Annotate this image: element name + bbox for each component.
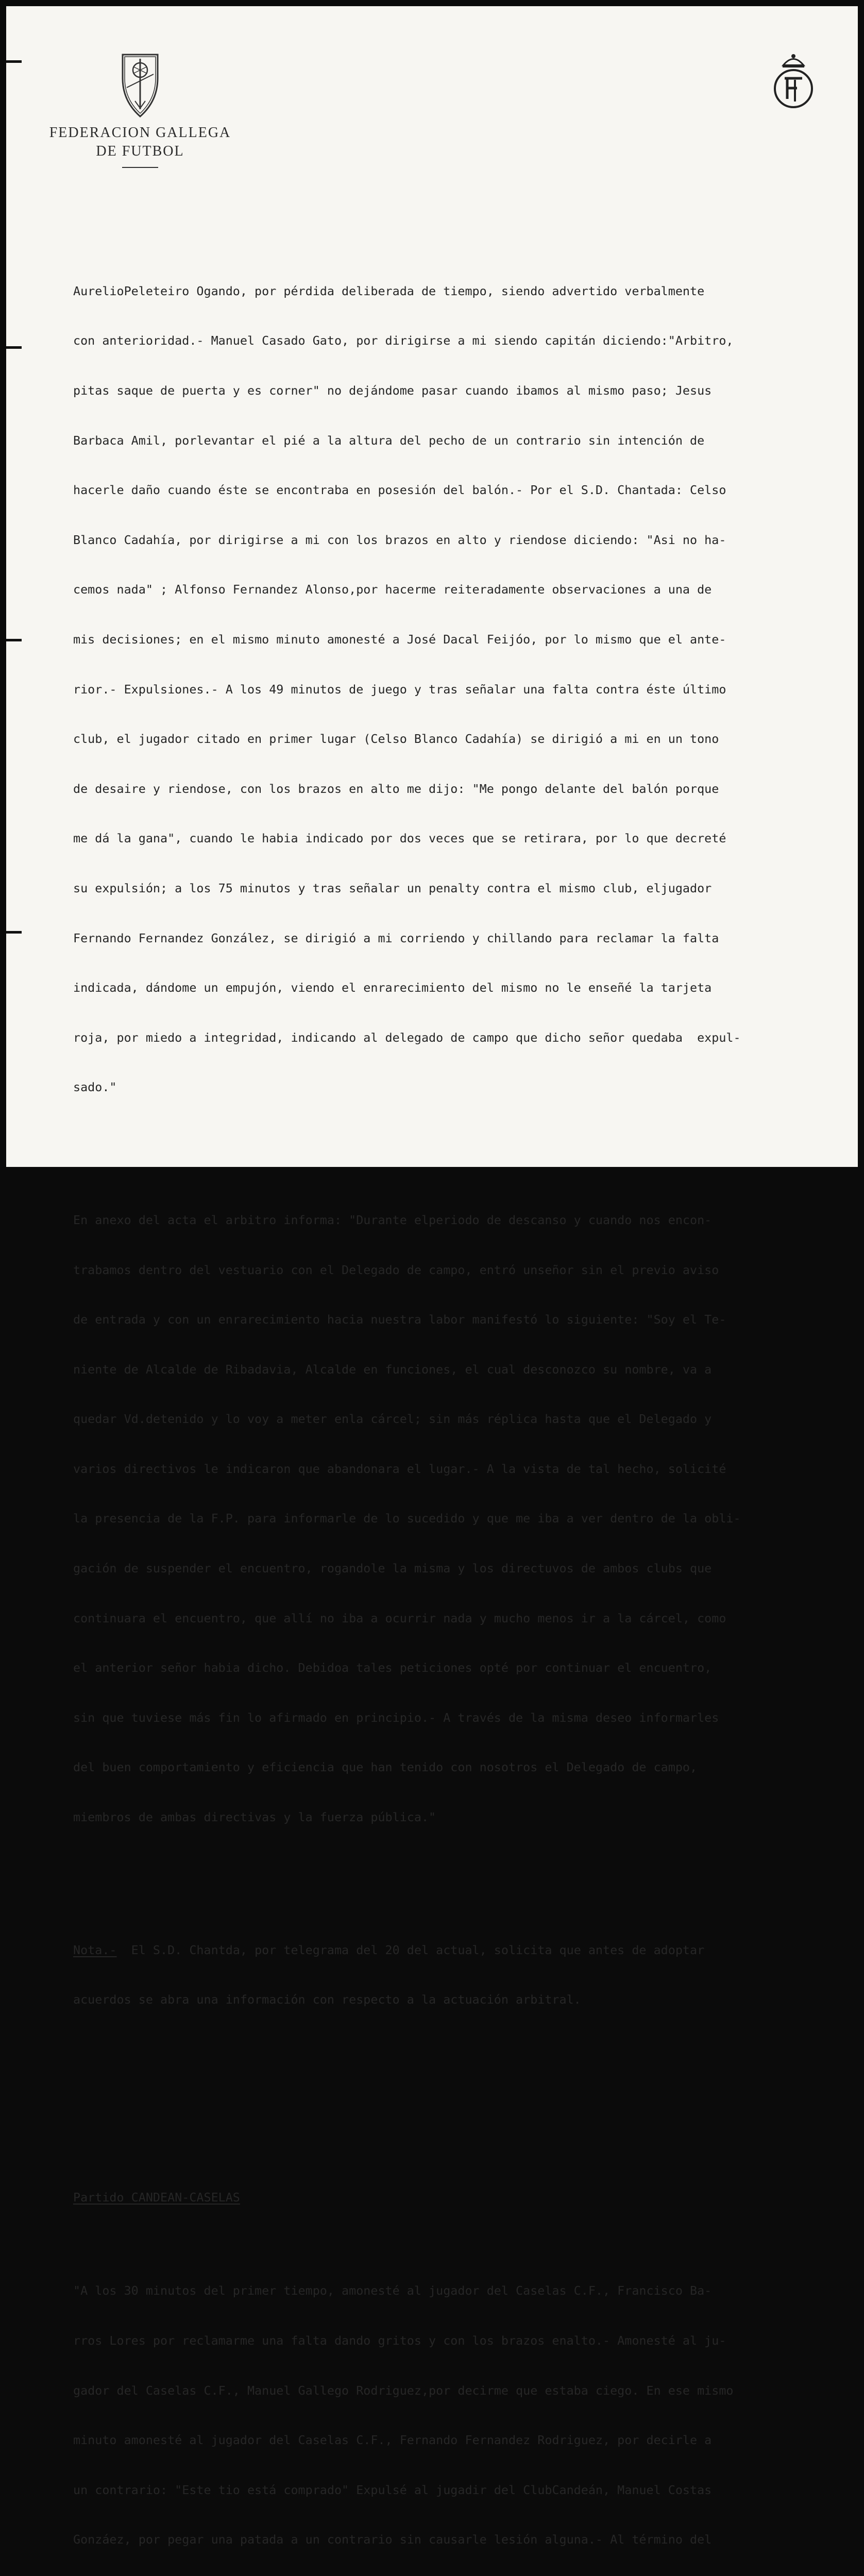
scan-edge-mark: [6, 346, 22, 349]
text-line: gación de suspender el encuentro, rogandole la misma y los directuvos de ambos clubs que: [73, 1561, 712, 1576]
text-line: sado.": [73, 1080, 117, 1095]
scan-edge-mark: [6, 60, 22, 63]
text-line: Blanco Cadahía, por dirigirse a mi con los brazos en alto y riendose diciendo: "Asi no ha-: [73, 532, 726, 547]
text-line: "A los 30 minutos del primer tiempo, amonesté al jugador del Caselas C.F., Francisco Ba-: [73, 2283, 712, 2298]
text-line: me dá la gana", cuando le habia indicado por dos veces que se retirara, por lo que decreté: [73, 831, 726, 846]
rfef-crown-crest-icon: [770, 50, 817, 112]
text-line: mis decisiones; en el mismo minuto amonesté a José Dacal Feijóo, por lo mismo que el ante-: [73, 632, 726, 647]
text-line: Gonzáez, por pegar una patada a un contrario sin causarle lesión alguna.- Al término del: [73, 2532, 712, 2547]
note-label: Nota.-: [73, 1942, 117, 1957]
text-line: del buen comportamiento y eficiencia que han tenido con nosotros el Delegado de campo,: [73, 1760, 698, 1775]
note-block: [73, 1908, 861, 2041]
text-line: rior.- Expulsiones.- A los 49 minutos de juego y tras señalar una falta contra éste último: [73, 682, 726, 697]
text-line: sin que tuviese más fin lo afirmado en principio.- A través de la misma deseo informarles: [73, 1710, 719, 1725]
text-line: trabamos dentro del vestuario con el Delegado de campo, entró unseñor sin el previo aviso: [73, 1262, 719, 1277]
note-text: El S.D. Chantda, por telegrama del 20 del actual, solicita que antes de adoptar: [116, 1942, 705, 1957]
text-line: minuto amonesté al jugador del Caselas C.F., Fernando Fernandez Rodriguez, por decirle a: [73, 2433, 712, 2448]
text-line: acuerdos se abra una información con respecto a la actuación arbitral.: [73, 1992, 581, 2007]
match-1-section: [73, 2156, 861, 2576]
text-line: continuara el encuentro, que allí no iba a ocurrir nada y mucho menos ir a la cárcel, como: [73, 1611, 726, 1625]
text-line: hacerle daño cuando éste se encontraba en posesión del balón.- Por el S.D. Chantada: Celso: [73, 483, 726, 498]
text-line: con anterioridad.- Manuel Casado Gato, por dirigirse a mi siendo capitán diciendo:"Arbitro,: [73, 333, 734, 348]
federacion-gallega-shield-icon: [120, 52, 161, 118]
scan-edge-mark: [6, 931, 22, 934]
text-line: Barbaca Amil, porlevantar el pié a la altura del pecho de un contrario sin intención de: [73, 433, 705, 448]
text-line: [73, 1942, 861, 1958]
text-line: varios directivos le indicaron que abandonara el lugar.- A la vista de tal hecho, solicité: [73, 1461, 726, 1476]
text-line: cemos nada" ; Alfonso Fernandez Alonso,por hacerme reiteradamente observaciones a una de: [73, 582, 712, 597]
text-line: club, el jugador citado en primer lugar (Celso Blanco Cadahía) se dirigió a mi en un tono: [73, 732, 719, 747]
org-name-line-2: DE FUTBOL: [96, 143, 184, 159]
org-name-line-1: FEDERACION GALLEGA: [49, 125, 231, 141]
text-line: En anexo del acta el arbitro informa: "Durante elperiodo de descanso y cuando nos encon-: [73, 1212, 712, 1227]
document-page: [6, 6, 858, 2547]
text-line: un contrario: "Este tio está comprado" Expulsé al jugadir del ClubCandeán, Manuel Costas: [73, 2482, 712, 2497]
text-line: su expulsión; a los 75 minutos y tras señalar un penalty contra el mismo club, eljugador: [73, 880, 712, 895]
report-block-2: [73, 1179, 861, 1859]
text-line: la presencia de la F.P. para informarle de lo sucedido y que me iba a ver dentro de la obli-: [73, 1511, 741, 1526]
match-1-heading: Partido CANDEAN-CASELAS: [73, 2190, 240, 2205]
document-body: [73, 216, 861, 2576]
text-line: gador del Caselas C.F., Manuel Gallego Rodriguez,por decirme que estaba ciego. En ese mismo: [73, 2383, 734, 2398]
text-line: AurelioPeleteiro Ogando, por pérdida deliberada de tiempo, siendo advertido verbalmente: [73, 283, 705, 298]
text-line: el anterior señor habia dicho. Debidoa tales peticiones opté por continuar el encuentro,: [73, 1660, 712, 1675]
scan-edge-mark: [6, 639, 22, 641]
text-line: roja, por miedo a integridad, indicando al delegado de campo que dicho señor quedaba expul-: [73, 1030, 741, 1045]
section-gap: [73, 2239, 861, 2249]
text-line: Fernando Fernandez González, se dirigió a mi corriendo y chillando para reclamar la falta: [73, 930, 719, 945]
text-line: miembros de ambas directivas y la fuerza pública.": [73, 1810, 436, 1825]
text-line: niente de Alcalde de Ribadavia, Alcalde en funciones, el cual desconozco su nombre, va a: [73, 1362, 712, 1377]
letterhead-rule: [122, 167, 158, 168]
text-line: pitas saque de puerta y es corner" no dejándome pasar cuando ibamos al mismo paso; Jesus: [73, 383, 712, 398]
text-line: quedar Vd.detenido y lo voy a meter enla cárcel; sin más réplica hasta que el Delegado y: [73, 1412, 712, 1427]
text-line: de entrada y con un enrarecimiento hacia nuestra labor manifestó lo siguiente: "Soy el Te-: [73, 1312, 726, 1327]
section-gap: [73, 2091, 861, 2106]
report-block-1: [73, 249, 861, 1129]
letterhead: [37, 52, 243, 168]
text-line: indicada, dándome un empujón, viendo el enrarecimiento del mismo no le enseñé la tarjeta: [73, 980, 712, 995]
text-line: rros Lores por reclamarme una falta dando gritos y con los brazos enalto.- Amonesté al ju-: [73, 2333, 726, 2348]
text-line: de desaire y riendose, con los brazos en alto me dijo: "Me pongo delante del balón porque: [73, 781, 719, 796]
